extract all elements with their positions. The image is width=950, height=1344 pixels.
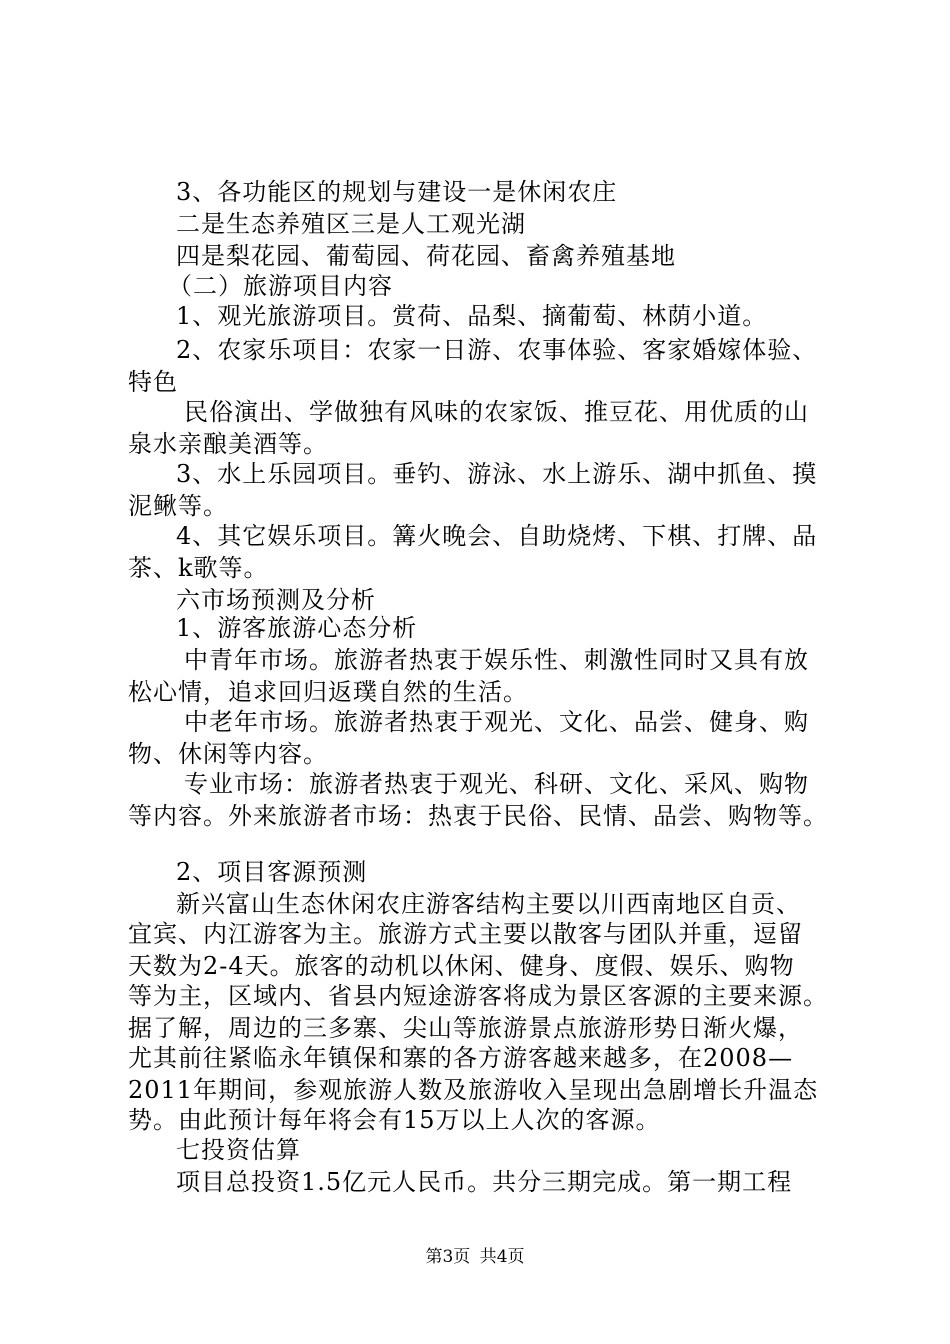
text-line: 松心情，追求回归返璞自然的生活。 [128, 678, 528, 706]
text-line: 新兴富山生态休闲农庄游客结构主要以川西南地区自贡、 [176, 890, 801, 918]
text-line: 2、农家乐项目：农家一日游、农事体验、客家婚嫁体验、 [176, 336, 818, 364]
text-line: 1、观光旅游项目。赏荷、品梨、摘葡萄、林荫小道。 [176, 302, 768, 330]
text-line: 天数为2-4天。旅客的动机以休闲、健身、度假、娱乐、购物 [128, 952, 795, 980]
text-line: 泥鳅等。 [128, 492, 228, 520]
page-footer [0, 1246, 950, 1268]
text-line: 2011年期间，参观旅游人数及旅游收入呈现出急剧增长升温态 [128, 1076, 819, 1104]
section-heading: 七投资估算 [176, 1136, 301, 1164]
text-line: 专业市场：旅游者热衷于观光、科研、文化、采风、购物 [184, 770, 809, 798]
text-line: 四是梨花园、葡萄园、荷花园、畜禽养殖基地 [176, 242, 676, 270]
text-line: 特色 [128, 368, 178, 396]
text-line: 1、游客旅游心态分析 [176, 614, 418, 642]
section-heading: （二）旅游项目内容 [168, 272, 393, 300]
page-total: 共4页 [479, 1247, 525, 1267]
section-heading: 六市场预测及分析 [176, 586, 376, 614]
text-line: 4、其它娱乐项目。篝火晚会、自助烧烤、下棋、打牌、品 [176, 522, 818, 550]
text-line: 3、各功能区的规划与建设一是休闲农庄 [176, 178, 618, 206]
page-number: 第3页 [425, 1247, 471, 1267]
text-line: 泉水亲酿美酒等。 [128, 430, 328, 458]
text-line: 中青年市场。旅游者热衷于娱乐性、刺激性同时又具有放 [184, 646, 809, 674]
text-line: 等为主，区域内、省县内短途游客将成为景区客源的主要来源。 [128, 982, 828, 1010]
text-line: 尤其前往紧临永年镇保和寨的各方游客越来越多，在2008— [128, 1044, 794, 1072]
text-line: 物、休闲等内容。 [128, 740, 328, 768]
text-line: 民俗演出、学做独有风味的农家饭、推豆花、用优质的山 [184, 398, 809, 426]
text-line: 项目总投资1.5亿元人民币。共分三期完成。第一期工程 [176, 1168, 793, 1196]
text-line: 宜宾、内江游客为主。旅游方式主要以散客与团队并重，逗留 [128, 920, 803, 948]
section-heading: 2、项目客源预测 [176, 858, 368, 886]
text-line: 二是生态养殖区三是人工观光湖 [176, 210, 526, 238]
text-line: 3、水上乐园项目。垂钓、游泳、水上游乐、湖中抓鱼、摸 [176, 460, 818, 488]
text-line: 等内容。外来旅游者市场：热衷于民俗、民情、品尝、购物等。 [128, 802, 828, 830]
text-line: 势。由此预计每年将会有15万以上人次的客源。 [128, 1106, 661, 1134]
text-line: 茶、k歌等。 [128, 554, 269, 582]
text-line: 据了解，周边的三多寨、尖山等旅游景点旅游形势日渐火爆， [128, 1014, 803, 1042]
text-line: 中老年市场。旅游者热衷于观光、文化、品尝、健身、购 [184, 708, 809, 736]
